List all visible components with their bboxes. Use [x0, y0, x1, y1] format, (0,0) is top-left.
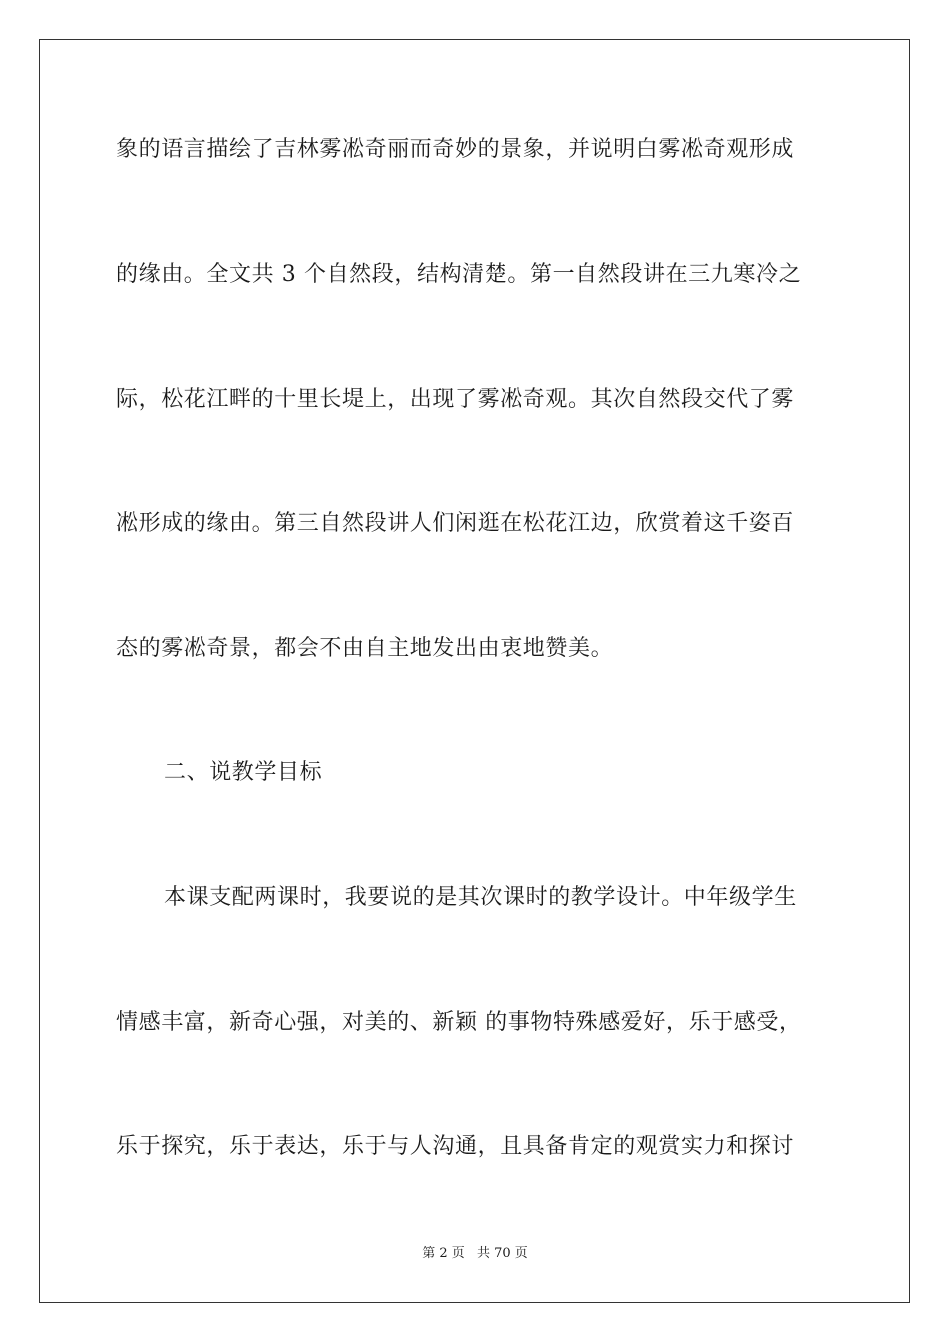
- page-frame: [39, 39, 910, 1303]
- text-line: 乐于探究，乐于表达，乐于与人沟通，且具备肯定的观赏实力和探讨: [116, 1134, 795, 1159]
- section-heading: 二、说教学目标: [164, 760, 323, 785]
- text-line: 凇形成的缘由。第三自然段讲人们闲逛在松花江边，欣赏着这千姿百: [116, 511, 795, 536]
- page-total: 共 70 页: [476, 1246, 528, 1261]
- text-line: 态的雾凇奇景，都会不由自主地发出由衷地赞美。: [116, 636, 614, 661]
- text-line: 情感丰富，新奇心强，对美的、新颖 的事物特殊感爱好，乐于感受，: [116, 1010, 802, 1035]
- text-line: 象的语言描绘了吉林雾凇奇丽而奇妙的景象，并说明白雾凇奇观形成: [116, 137, 795, 162]
- page-footer: [0, 1245, 950, 1263]
- text-line: 本课支配两课时，我要说的是其次课时的教学设计。中年级学生: [164, 885, 797, 910]
- text-line: 的缘由。全文共 3 个自然段，结构清楚。第一自然段讲在三九寒冷之: [116, 262, 802, 287]
- page-number: 第 2 页: [422, 1246, 465, 1261]
- text-line: 际，松花江畔的十里长堤上，出现了雾凇奇观。其次自然段交代了雾: [116, 387, 795, 412]
